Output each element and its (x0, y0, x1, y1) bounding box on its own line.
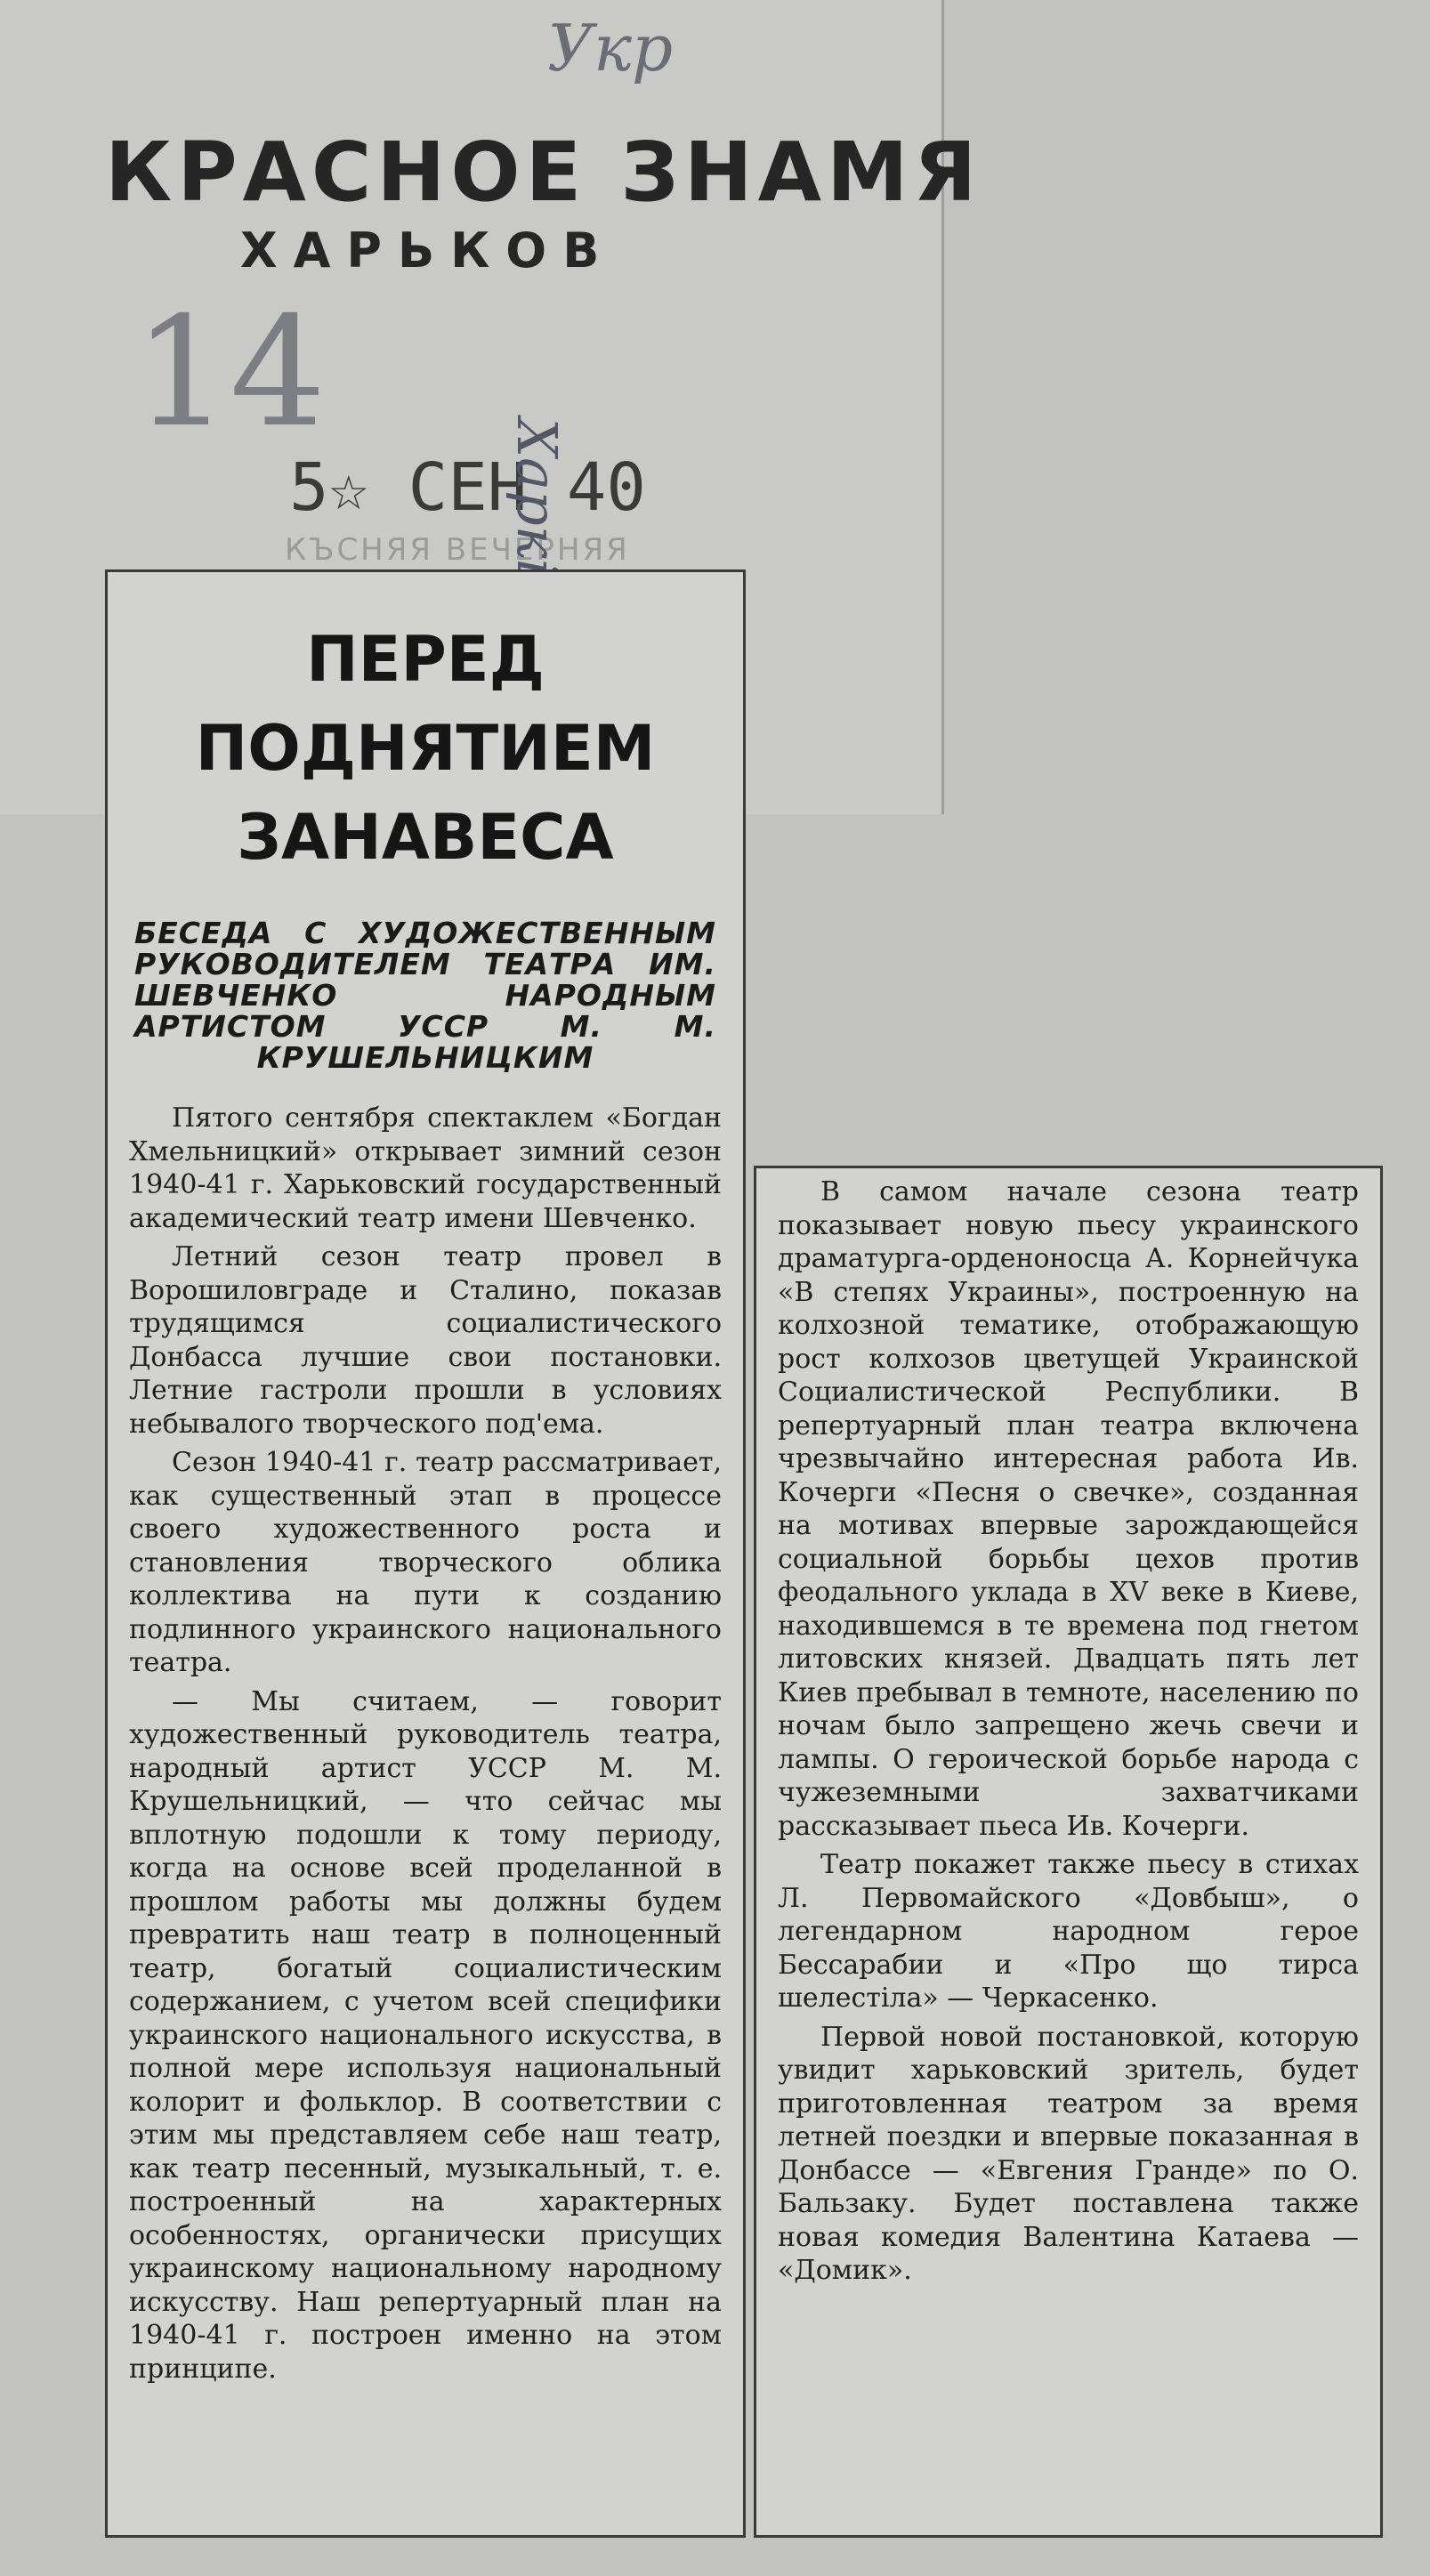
paragraph: В самом начале сезона театр показывает новую пьесу украинского драматурга-орденоносца А. Корнейчука «В степях Украины», построенную на колхозной тематике, отображающую рост колхозов цветущей Украинской Социалистической Республики. В репертуарный план театра включена чрезвычайно интересная работа Ив. Кочерги «Песня о свечке», созданная на мотивах впервые зарождающейся социальной борьбы цехов против феодального уклада в XV веке в Киеве, находившемся в те времена под гнетом литовских князей. Двадцать пять лет Киев пребывал в темноте, населению по ночам было запрещено жечь свечи и лампы. О героической борьбе народа с чужеземными захватчиками рассказывает пьеса Ив. Кочерги. (778, 1176, 1359, 1842)
paragraph: Пятого сентября спектаклем «Богдан Хмельницкий» открывает зимний сезон 1940-41 г. Харьковский государственный академический театр имени Шевченко. (129, 1102, 722, 1234)
article-body-left (129, 1102, 722, 2386)
article-headline: ПЕРЕД ПОДНЯТИЕМ ЗАНАВЕСА (195, 623, 656, 874)
article-clipping-left (105, 569, 746, 2538)
handwritten-number: 14 (133, 285, 327, 461)
article-subhead: БЕСЕДА С ХУДОЖЕСТВЕННЫМ РУКОВОДИТЕЛЕМ ТЕАТРА ИМ. ШЕВЧЕНКО НАРОДНЫМ АРТИСТОМ УССР М. М. КРУШЕЛЬНИЦКИМ (134, 916, 716, 1075)
faded-stamp-text: КЪСНЯЯ ВЕЧЕРНЯЯ (285, 532, 630, 568)
paragraph: Летний сезон театр провел в Ворошиловграде и Сталино, показав трудящимся социалистического Донбасса лучшие свои постановки. Летние гастроли прошли в условиях небывалого творческого под'ема. (129, 1241, 722, 1440)
handwritten-note-top: Укр (547, 11, 674, 85)
paragraph: Сезон 1940-41 г. театр рассматривает, как существенный этап в процессе своего художественного роста и становления творческого облика коллектива на пути к созданию подлинного украинского национального театра. (129, 1447, 722, 1678)
newspaper-title: КРАСНОЕ ЗНАМЯ (105, 125, 982, 220)
article-clipping-right (754, 1166, 1383, 2538)
paragraph: Первой новой постановкой, которую увидит харьковский зритель, будет приготовленная театром за время летней поездки и впервые показанная в Донбассе — «Евгения Гранде» по О. Бальзаку. Будет поставлена также новая комедия Валентина Катаева — «Домик». (778, 2021, 1359, 2286)
paragraph: Театр покажет также пьесу в стихах Л. Первомайского «Довбыш», о легендарном народном герое Бессарабии и «Про що тирса шелестіла» — Черкасенко. (778, 1849, 1359, 2014)
paragraph: — Мы считаем, — говорит художественный руководитель театра, народный артист УССР М. М. Крушельницкий, — что сейчас мы вплотную подошли к тому периоду, когда на основе всей проделанной в прошлом работы мы должны будем превратить наш театр в полноценный театр, богатый социалистическим содержанием, с учетом всей специфики украинского национального искусства, в полной мере используя национальный колорит и фольклор. В соответствии с этим мы представляем себе наш театр, как театр песенный, музыкальный, т. е. построенный на характерных особенностях, органически присущих украинскому национальному народному искусству. Наш репертуарный план на 1940-41 г. построен именно на этом принципе. (129, 1685, 722, 2385)
newspaper-city: ХАРЬКОВ (240, 222, 616, 279)
article-body-right (778, 1175, 1359, 2288)
date-stamp: 5☆ СЕН 40 (289, 449, 646, 526)
